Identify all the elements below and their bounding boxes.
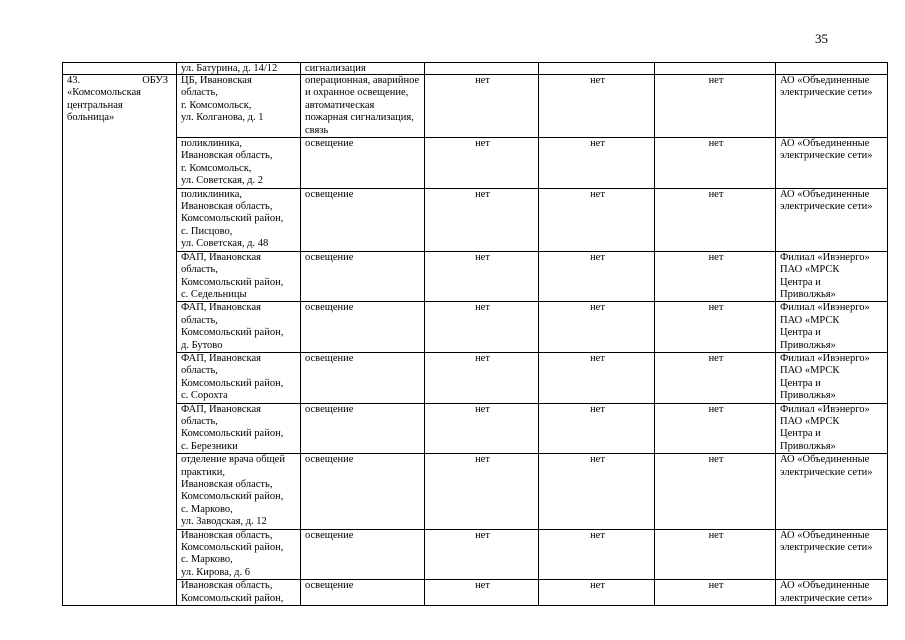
address-cell-line: Ивановская область, (181, 529, 273, 541)
supplier-cell (776, 251, 888, 302)
table-row (63, 580, 888, 606)
address-cell (177, 529, 301, 580)
status-cell: нет (425, 188, 539, 251)
supplier-cell-line: электрические сети» (780, 542, 873, 554)
address-cell-line: ул. Советская, д. 2 (181, 175, 263, 187)
address-cell (177, 138, 301, 189)
supplier-cell (776, 529, 888, 580)
supplier-cell-line: электрические сети» (780, 150, 873, 162)
address-cell-line: область, (181, 415, 218, 427)
address-cell-line: с. Седельницы (181, 288, 247, 300)
status-cell: нет (539, 529, 655, 580)
address-cell (177, 454, 301, 529)
address-cell-line: ФАП, Ивановская (181, 302, 261, 314)
systems-cell-line: освещение (305, 138, 354, 150)
address-cell-line: поликлиника, (181, 138, 243, 150)
address-cell-line: область, (181, 87, 218, 99)
status-cell: нет (539, 454, 655, 529)
status-cell: нет (425, 580, 539, 606)
systems-cell (301, 251, 425, 302)
table-row (63, 454, 888, 529)
address-cell-line: г. Комсомольск, (181, 162, 252, 174)
status-cell: нет (655, 529, 776, 580)
systems-cell (301, 75, 425, 138)
systems-cell (301, 403, 425, 454)
address-cell-line: область, (181, 314, 218, 326)
supplier-cell (776, 454, 888, 529)
supplier-cell-line: АО «Объединенные (780, 529, 870, 541)
systems-cell (301, 138, 425, 189)
supplier-cell-line: электрические сети» (780, 87, 873, 99)
address-cell-line: Комсомольский район, (181, 377, 284, 389)
systems-cell (301, 352, 425, 403)
status-cell: нет (539, 352, 655, 403)
status-cell: нет (655, 403, 776, 454)
systems-cell-line: операционная, аварийное (305, 75, 420, 86)
supplier-cell-line: ПАО «МРСК (780, 314, 840, 326)
supplier-cell-line: Центра и (780, 276, 821, 288)
address-cell-line: область, (181, 264, 218, 276)
status-cell: нет (655, 251, 776, 302)
supplier-cell-line: АО «Объединенные (780, 580, 870, 592)
address-cell-line: практики, (181, 466, 226, 478)
address-cell-line: с. Марково, (181, 503, 233, 515)
address-cell-line: Комсомольский район, (181, 592, 284, 604)
systems-cell-line: и охранное освещение, (305, 87, 409, 99)
systems-cell (301, 302, 425, 353)
status-cell: нет (655, 454, 776, 529)
address-cell-line: с. Марково, (181, 554, 233, 566)
page-number: 35 (815, 31, 828, 46)
address-cell-line: ул. Колганова, д. 1 (181, 112, 264, 124)
systems-cell-line: освещение (305, 352, 354, 364)
address-cell-line: Комсомольский район, (181, 491, 284, 503)
address-cell (177, 403, 301, 454)
address-cell (177, 302, 301, 353)
supplier-cell-line: Приволжья» (780, 390, 836, 402)
table-row (63, 188, 888, 251)
address-cell-line: Комсомольский район, (181, 428, 284, 440)
org-cell (63, 75, 177, 606)
supplier-cell-line: электрические сети» (780, 466, 873, 478)
table-row (63, 352, 888, 403)
org-name-first: ОБУЗ (142, 75, 168, 86)
supplier-cell (776, 302, 888, 353)
table-row (63, 75, 888, 138)
supplier-cell-line: Филиал «Ивэнерго» (780, 403, 870, 415)
status-cell: нет (425, 75, 539, 138)
table-row (63, 138, 888, 189)
supplier-cell (776, 352, 888, 403)
supplier-cell-line: Центра и (780, 377, 821, 389)
table-row (63, 529, 888, 580)
address-cell-line: с. Писцово, (181, 225, 233, 237)
table-row (63, 403, 888, 454)
supplier-cell (776, 138, 888, 189)
systems-cell-line: освещение (305, 302, 354, 314)
supplier-cell (776, 188, 888, 251)
address-cell (177, 352, 301, 403)
address-cell-line: Комсомольский район, (181, 542, 284, 554)
supplier-cell-line: Приволжья» (780, 440, 836, 452)
status-cell: нет (655, 138, 776, 189)
status-cell: нет (425, 529, 539, 580)
supplier-cell-line: электрические сети» (780, 592, 873, 604)
empty-cell (655, 63, 776, 75)
status-cell: нет (425, 403, 539, 454)
address-cell-line: ул. Заводская, д. 12 (181, 516, 267, 528)
address-cell-line: Ивановская область, (181, 150, 273, 162)
systems-cell (301, 580, 425, 606)
systems-cell-line: автоматическая (305, 99, 375, 111)
address-cell-line: Ивановская область, (181, 201, 273, 213)
supplier-cell-line: Приволжья» (780, 288, 836, 300)
org-header (67, 75, 174, 87)
empty-cell (425, 63, 539, 75)
status-cell: нет (425, 138, 539, 189)
systems-cell-line: пожарная сигнализация, (305, 112, 414, 124)
supplier-cell (776, 580, 888, 606)
address-cell-line: ул. Кирова, д. 6 (181, 566, 250, 578)
org-cell-empty (63, 63, 177, 75)
address-cell-line: ФАП, Ивановская (181, 352, 261, 364)
address-cell (177, 75, 301, 138)
supplier-cell-line: АО «Объединенные (780, 138, 870, 150)
table-row (63, 251, 888, 302)
address-cell-line: ЦБ, Ивановская (181, 75, 252, 86)
supplier-cell-line: АО «Объединенные (780, 454, 870, 466)
address-cell: ул. Батурина, д. 14/12 (177, 63, 301, 75)
status-cell: нет (655, 188, 776, 251)
address-cell-line: г. Комсомольск, (181, 99, 252, 111)
status-cell: нет (655, 75, 776, 138)
supplier-cell-line: Филиал «Ивэнерго» (780, 302, 870, 314)
status-cell: нет (655, 580, 776, 606)
status-cell: нет (425, 302, 539, 353)
address-cell-line: с. Березники (181, 440, 238, 452)
status-cell: нет (539, 138, 655, 189)
supplier-cell-line: Центра и (780, 428, 821, 440)
address-cell-line: Комсомольский район, (181, 213, 284, 225)
address-cell-line: д. Бутово (181, 339, 223, 351)
address-cell-line: отделение врача общей (181, 454, 285, 466)
status-cell: нет (539, 75, 655, 138)
systems-cell (301, 454, 425, 529)
supplier-cell-line: электрические сети» (780, 201, 873, 213)
address-cell-line: ФАП, Ивановская (181, 403, 261, 415)
systems-cell-line: связь (305, 124, 329, 136)
status-cell: нет (655, 302, 776, 353)
address-cell-line: область, (181, 365, 218, 377)
status-cell: нет (425, 352, 539, 403)
systems-cell (301, 529, 425, 580)
address-cell (177, 580, 301, 606)
address-cell-line: Ивановская область, (181, 580, 273, 592)
address-cell-line: Ивановская область, (181, 479, 273, 490)
status-cell: нет (539, 188, 655, 251)
systems-cell-line: освещение (305, 251, 354, 263)
supplier-cell (776, 403, 888, 454)
systems-cell-line: освещение (305, 188, 354, 200)
empty-cell (539, 63, 655, 75)
status-cell: нет (539, 302, 655, 353)
systems-cell-line: освещение (305, 454, 354, 466)
facilities-table (62, 62, 888, 606)
supplier-cell-line: Приволжья» (780, 339, 836, 351)
org-name: «Комсомольская центральная больница» (67, 87, 142, 124)
status-cell: нет (539, 580, 655, 606)
supplier-cell-line: Филиал «Ивэнерго» (780, 352, 870, 364)
address-cell-line: с. Сорохта (181, 390, 228, 402)
address-cell (177, 188, 301, 251)
address-cell (177, 251, 301, 302)
address-cell-line: поликлиника, (181, 188, 243, 200)
supplier-cell-line: АО «Объединенные (780, 75, 870, 86)
empty-cell (776, 63, 888, 75)
address-cell-line: ул. Советская, д. 48 (181, 238, 269, 250)
systems-cell: сигнализация (301, 63, 425, 75)
systems-cell-line: освещение (305, 529, 354, 541)
status-cell: нет (425, 251, 539, 302)
supplier-cell (776, 75, 888, 138)
supplier-cell-line: ПАО «МРСК (780, 415, 840, 427)
supplier-cell-line: Филиал «Ивэнерго» (780, 251, 870, 263)
supplier-cell-line: Центра и (780, 327, 821, 339)
supplier-cell-line: АО «Объединенные (780, 188, 870, 200)
address-cell-line: ФАП, Ивановская (181, 251, 261, 263)
supplier-cell-line: ПАО «МРСК (780, 365, 840, 377)
status-cell: нет (425, 454, 539, 529)
status-cell: нет (655, 352, 776, 403)
table-row (63, 302, 888, 353)
status-cell: нет (539, 403, 655, 454)
table-row-continued (63, 63, 888, 75)
address-cell-line: Комсомольский район, (181, 276, 284, 288)
address-cell-line: Комсомольский район, (181, 327, 284, 339)
org-number: 43. (67, 75, 81, 86)
systems-cell (301, 188, 425, 251)
systems-cell-line: освещение (305, 580, 354, 592)
systems-cell-line: освещение (305, 403, 354, 415)
supplier-cell-line: ПАО «МРСК (780, 264, 840, 276)
status-cell: нет (539, 251, 655, 302)
